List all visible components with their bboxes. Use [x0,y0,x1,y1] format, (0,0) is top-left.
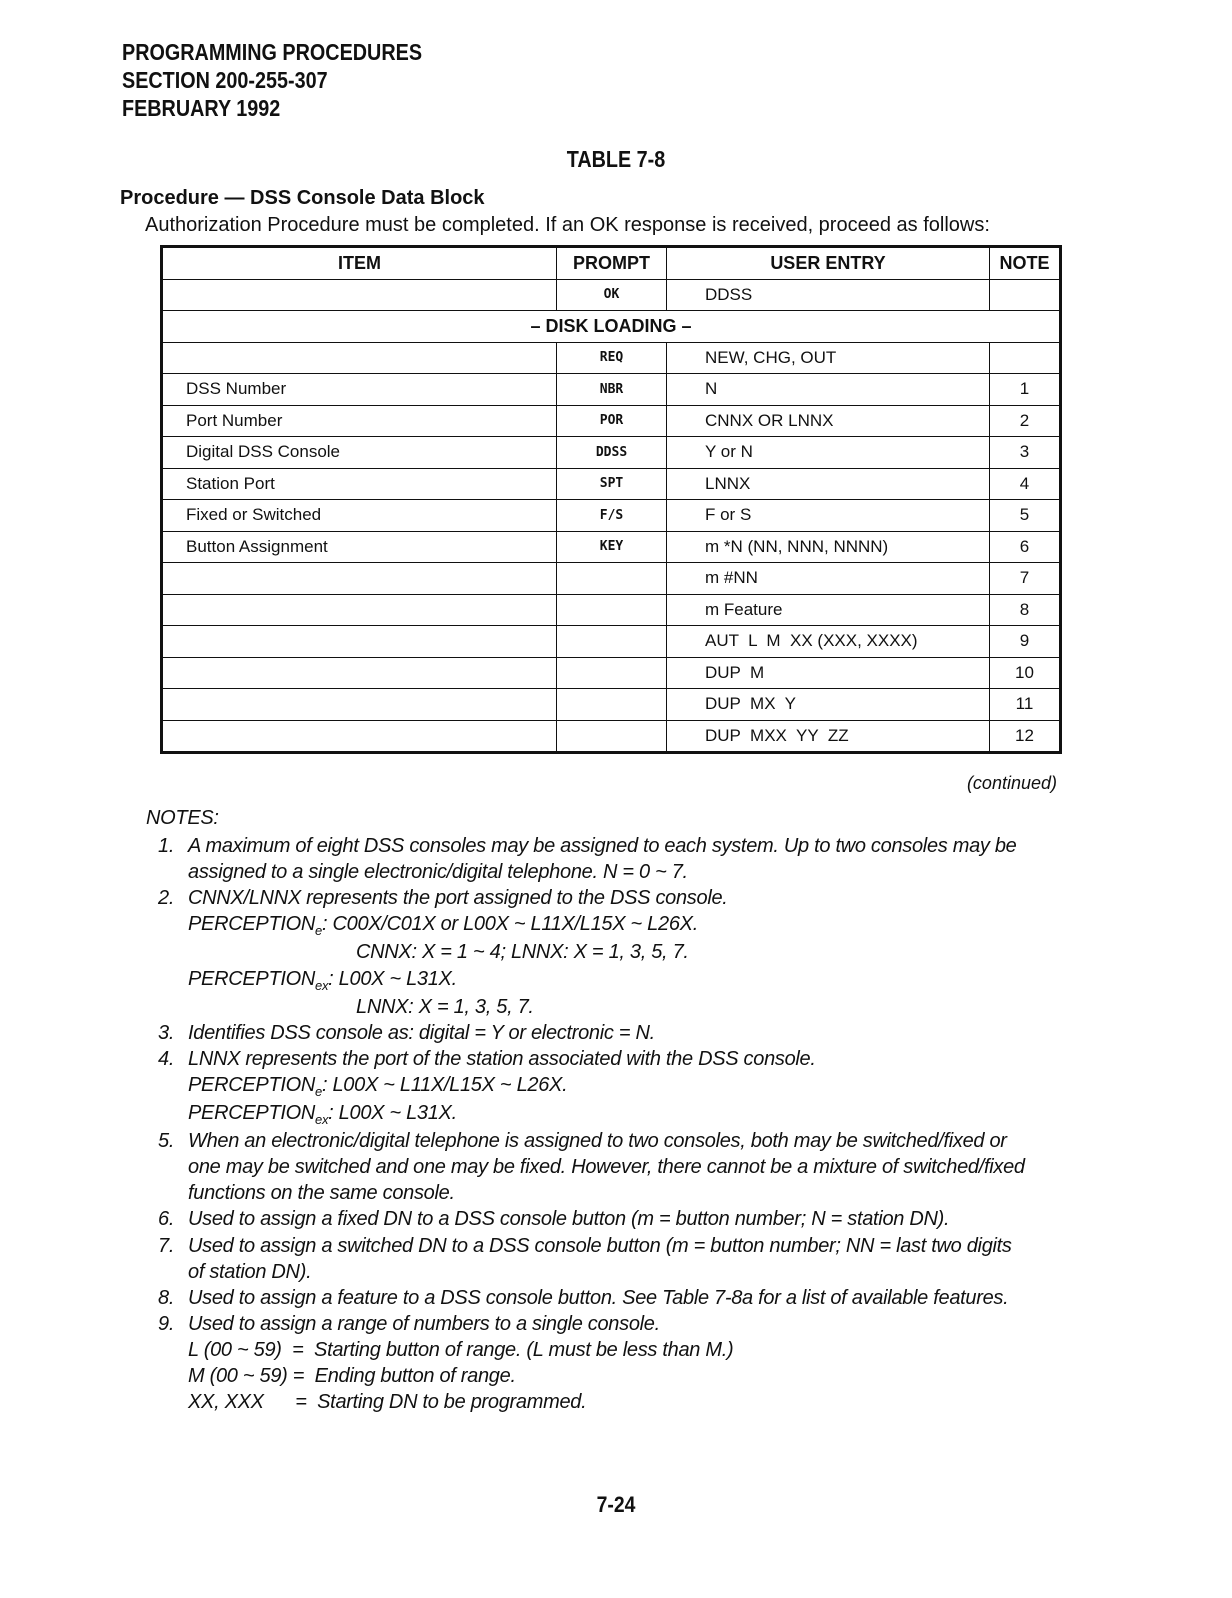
table-row [162,374,1061,406]
cell-entry: Y or N [667,437,990,469]
perception-value: : L00X ~ L31X. [328,1102,457,1125]
cell-prompt [557,689,667,721]
cell-prompt: OK [557,279,667,311]
cell-item: DSS Number [162,374,557,406]
cell-item [162,689,557,721]
table-row [162,626,1061,658]
cell-prompt [557,594,667,626]
table-row [162,563,1061,595]
cell-entry: m Feature [667,594,990,626]
cell-item: Station Port [162,468,557,500]
note-number: 5. [158,1130,175,1153]
table-row [162,437,1061,469]
note-text: A maximum of eight DSS consoles may be assigned to each system. Up to two consoles may be [188,835,1017,858]
cell-prompt [557,720,667,753]
perception-label: PERCEPTION [188,1073,316,1096]
note-text: LNNX: X = 1, 3, 5, 7. [356,995,534,1018]
note-9 [146,1311,1088,1415]
note-text: CNNX/LNNX represents the port assigned to the DSS console. [188,887,728,910]
cell-item: Fixed or Switched [162,500,557,532]
header-line-2: SECTION 200-255-307 [122,67,328,93]
cell-prompt [557,657,667,689]
note-text: assigned to a single electronic/digital telephone. N = 0 ~ 7. [188,861,688,884]
cell-note: 3 [990,437,1061,469]
note-text-perception-e [188,911,1088,939]
note-1 [146,833,1088,885]
header-line-3: FEBRUARY 1992 [122,95,281,121]
cell-note: 12 [990,720,1061,753]
note-number: 8. [158,1286,175,1309]
cell-item [162,563,557,595]
note-number: 7. [158,1234,175,1257]
table-row [162,405,1061,437]
cell-prompt: POR [557,405,667,437]
cell-note [990,342,1061,374]
continued-label: (continued) [966,773,1057,793]
note-text: Used to assign a fixed DN to a DSS console button (m = button number; N = station DN). [188,1208,950,1231]
note-6 [146,1206,1088,1232]
note-3 [146,1020,1088,1046]
perception-value: : C00X/C01X or L00X ~ L11X/L15X ~ L26X. [321,913,698,936]
table-section-row [162,311,1061,343]
perception-subscript: e [315,1083,322,1099]
column-header-prompt: PROMPT [557,247,667,280]
cell-prompt: NBR [557,374,667,406]
cell-entry: AUT L M XX (XXX, XXXX) [667,626,990,658]
table-row [162,657,1061,689]
header-line-1: PROGRAMMING PROCEDURES [122,39,423,65]
dss-console-table [160,245,1062,754]
table-row [162,468,1061,500]
cell-note: 10 [990,657,1061,689]
note-5 [146,1128,1088,1206]
perception-value: : L00X ~ L31X. [328,967,457,990]
cell-entry: DDSS [667,279,990,311]
cell-note: 6 [990,531,1061,563]
cell-item [162,720,557,753]
cell-prompt [557,626,667,658]
cell-note: 1 [990,374,1061,406]
table-header-row [162,247,1061,280]
cell-note: 7 [990,563,1061,595]
note-8 [146,1285,1088,1311]
cell-item [162,657,557,689]
table-body [162,342,1061,753]
note-text: CNNX: X = 1 ~ 4; LNNX: X = 1, 3, 5, 7. [356,941,689,964]
notes-section [146,805,1088,1415]
perception-label: PERCEPTION [188,967,316,990]
note-text-perception-ex [188,966,1088,994]
cell-note: 8 [990,594,1061,626]
cell-entry: DUP M [667,657,990,689]
procedure-title: Procedure — DSS Console Data Block [120,187,485,209]
cell-entry: NEW, CHG, OUT [667,342,990,374]
note-text: functions on the same console. [188,1182,455,1205]
table-row [162,531,1061,563]
cell-note: 4 [990,468,1061,500]
cell-note [990,279,1061,311]
note-text: LNNX represents the port of the station associated with the DSS console. [188,1047,816,1070]
note-text: of station DN). [188,1260,312,1283]
note-number: 4. [158,1047,175,1070]
cell-entry: m *N (NN, NNN, NNNN) [667,531,990,563]
cell-prompt: KEY [557,531,667,563]
cell-item: Button Assignment [162,531,557,563]
perception-subscript: e [315,923,322,939]
note-text: Used to assign a feature to a DSS console button. See Table 7-8a for a list of available features. [188,1286,1009,1309]
note-text: When an electronic/digital telephone is assigned to two consoles, both may be switched/fixed or [188,1130,1007,1153]
note-definition: XX, XXX = Starting DN to be programmed. [188,1391,587,1414]
cell-note: 5 [990,500,1061,532]
table-row [162,594,1061,626]
table-row [162,500,1061,532]
notes-heading: NOTES: [146,807,219,829]
note-7 [146,1233,1088,1285]
cell-entry: m #NN [667,563,990,595]
section-label-disk-loading: – DISK LOADING – [162,311,1061,343]
table-row [162,342,1061,374]
note-text-perception-ex [188,1100,1088,1128]
cell-entry: DUP MX Y [667,689,990,721]
cell-prompt: REQ [557,342,667,374]
column-header-user-entry: USER ENTRY [667,247,990,280]
document-header [122,38,422,122]
cell-prompt: F/S [557,500,667,532]
perception-subscript: ex [315,977,329,993]
note-text: Identifies DSS console as: digital = Y or electronic = N. [188,1021,655,1044]
cell-item [162,594,557,626]
note-number: 9. [158,1312,175,1335]
cell-prompt [557,563,667,595]
table-row-ok [162,279,1061,311]
note-2 [146,885,1088,1019]
cell-prompt: SPT [557,468,667,500]
perception-label: PERCEPTION [188,913,316,936]
perception-value: : L00X ~ L11X/L15X ~ L26X. [321,1073,568,1096]
cell-entry: N [667,374,990,406]
note-text: Used to assign a switched DN to a DSS console button (m = button number; NN = last two digits [188,1234,1012,1257]
table-row [162,689,1061,721]
perception-label: PERCEPTION [188,1102,316,1125]
cell-prompt: DDSS [557,437,667,469]
cell-item: Digital DSS Console [162,437,557,469]
note-number: 3. [158,1021,175,1044]
table-row [162,720,1061,753]
cell-entry: F or S [667,500,990,532]
note-text-perception-e [188,1072,1088,1100]
cell-entry: LNNX [667,468,990,500]
table-title: TABLE 7-8 [566,146,666,172]
cell-note: 2 [990,405,1061,437]
perception-subscript: ex [315,1112,329,1128]
note-number: 6. [158,1208,175,1231]
note-text: Used to assign a range of numbers to a single console. [188,1312,660,1335]
cell-entry: DUP MXX YY ZZ [667,720,990,753]
note-definition: L (00 ~ 59) = Starting button of range. (L must be less than M.) [188,1338,734,1361]
note-number: 1. [158,835,175,858]
authorization-text: Authorization Procedure must be completed. If an OK response is received, proceed as follows: [145,214,990,236]
note-definition: M (00 ~ 59) = Ending button of range. [188,1364,516,1387]
cell-note: 11 [990,689,1061,721]
note-number: 2. [158,887,175,910]
cell-entry: CNNX OR LNNX [667,405,990,437]
cell-item [162,279,557,311]
cell-item [162,342,557,374]
page-number: 7-24 [596,1492,636,1517]
note-4 [146,1046,1088,1128]
note-text: one may be switched and one may be fixed. However, there cannot be a mixture of switched/fixed [188,1156,1025,1179]
cell-item [162,626,557,658]
column-header-item: ITEM [162,247,557,280]
cell-note: 9 [990,626,1061,658]
column-header-note: NOTE [990,247,1061,280]
cell-item: Port Number [162,405,557,437]
